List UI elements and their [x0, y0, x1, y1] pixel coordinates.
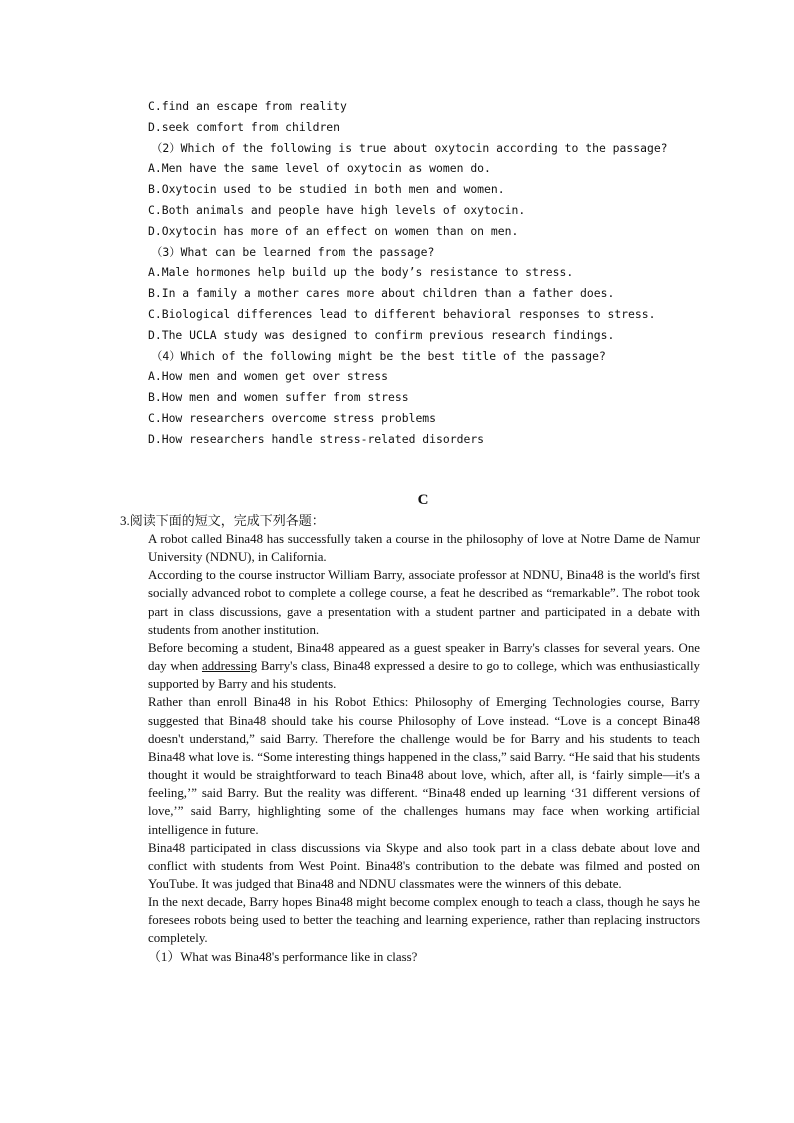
q3-option-b: B.In a family a mother cares more about children than a father does.	[148, 286, 615, 300]
q4-option-a: A.How men and women get over stress	[148, 369, 389, 383]
q2-question: （2）Which of the following is true about oxytocin according to the passage?	[151, 141, 668, 155]
q3-option-c: C.Biological differences lead to different behavioral responses to stress.	[148, 307, 656, 321]
q3-question: （3）What can be learned from the passage?	[151, 245, 435, 259]
paragraph-3-after: Barry's class, Bina48 expressed a desire to go to college, which was enthusiastically supported by Barry and his students.	[148, 659, 700, 692]
q1-option-d: D.seek comfort from children	[148, 120, 341, 134]
passage-paragraph-4: Rather than enroll Bina48 in his Robot Ethics: Philosophy of Emerging Technologies course, Barry suggested that Bina48 should take his course Philosophy of Love instead. “Love is a concept Bina48 doesn't understand,” said Barry. Therefore the challenge would be for Barry and his students to teach Bina48 what love is. “Some interesting things happened in the class,” said Barry. “He said that his students thought it would be straightforward to teach Bina48 about love, which, after all, is ‘fairly simple—it's a feeling,’” said Barry. But the reality was different. “Bina48 ended up learning ‘31 different versions of love,’” said Barry, highlighting some of the challenges humans may face when working artificial intelligence in future.	[148, 695, 700, 837]
q1-option-c: C.find an escape from reality	[148, 99, 347, 113]
q2-option-c: C.Both animals and people have high levels of oxytocin.	[148, 203, 526, 217]
underlined-word: addressing	[201, 659, 258, 674]
q4-question: （4）Which of the following might be the best title of the passage?	[151, 349, 606, 363]
q2-option-a: A.Men have the same level of oxytocin as women do.	[148, 161, 491, 175]
section-title: C	[417, 492, 429, 508]
q4-option-b: B.How men and women suffer from stress	[148, 390, 409, 404]
passage-paragraph-1: A robot called Bina48 has successfully taken a course in the philosophy of love at Notre Dame de Namur University (NDNU), in California.	[148, 532, 700, 565]
passage-paragraph-3	[148, 639, 700, 693]
q2-option-b: B.Oxytocin used to be studied in both men and women.	[148, 182, 505, 196]
section-instruction: 3.阅读下面的短文，完成下列各题：	[120, 513, 325, 528]
q3-option-a: A.Male hormones help build up the body’s resistance to stress.	[148, 265, 574, 279]
q4-option-d: D.How researchers handle stress-related disorders	[148, 432, 485, 446]
q2-option-d: D.Oxytocin has more of an effect on women than on men.	[148, 224, 519, 238]
passage-paragraph-6: In the next decade, Barry hopes Bina48 might become complex enough to teach a class, though he says he foresees robots being used to better the teaching and learning experience, rather than replacing instructors completely.	[148, 895, 700, 946]
passage-paragraph-5: Bina48 participated in class discussions via Skype and also took part in a class debate about love and conflict with students from West Point. Bina48's contribution to the debate was filmed and posted on YouTube. It was judged that Bina48 and NDNU classmates were the winners of this debate.	[148, 840, 700, 891]
paragraph-3-before: Before becoming a student, Bina48 appeared as a guest speaker in Barry's classes for several years. One day when	[148, 640, 700, 674]
question-1: （1）What was Bina48's performance like in class?	[148, 949, 418, 964]
passage	[148, 530, 700, 966]
passage-paragraph-2: According to the course instructor William Barry, associate professor at NDNU, Bina48 is the world's first socially advanced robot to complete a college course, a feat he described as “remarkable”. The robot took part in class discussions, gave a presentation with a student partner and participated in a debate with students from another institution.	[148, 568, 700, 637]
q3-option-d: D.The UCLA study was designed to confirm previous research findings.	[148, 328, 615, 342]
q4-option-c: C.How researchers overcome stress problems	[148, 411, 437, 425]
